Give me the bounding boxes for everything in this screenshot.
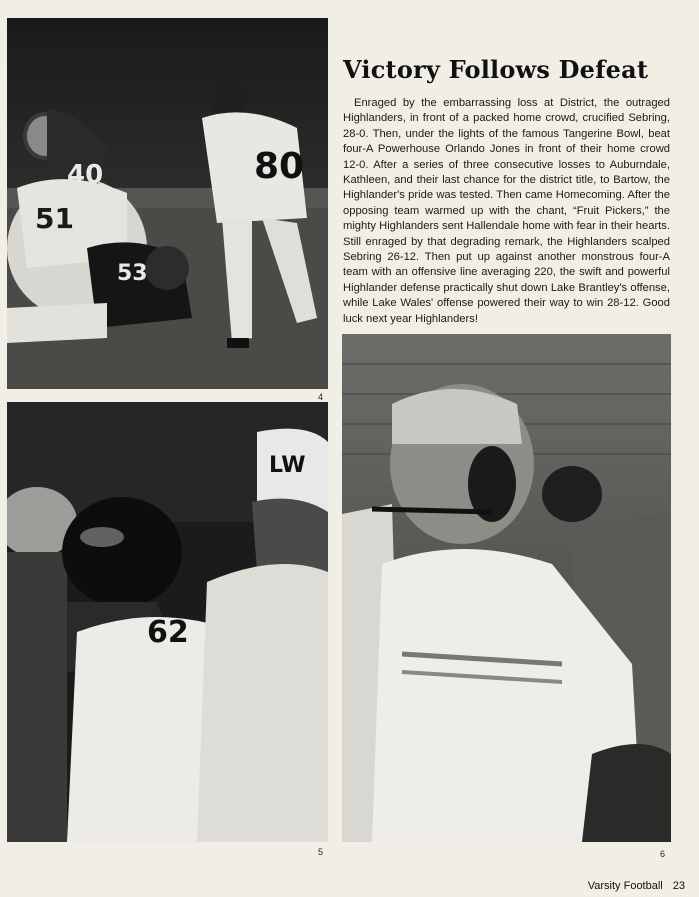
svg-text:62: 62	[147, 615, 189, 650]
footer-section-label: Varsity Football	[587, 880, 663, 892]
svg-text:80: 80	[254, 146, 305, 187]
photo-player-and-coach	[7, 402, 328, 842]
photo-caption-number: 5	[318, 847, 324, 857]
photo-football-tackle	[7, 18, 328, 389]
photo-caption-number: 6	[660, 849, 666, 859]
article-body: Enraged by the embarrassing loss at District, the outraged Highlanders, in front of a packed home crowd, crucified Sebring, 28-0. Then, under the lights of the famous Tangerine Bowl, beat four-A Powerhouse Orlando Jones in front of their home crowd 12-0. After a series of three consecutive losses to Auburndale, Kathleen, and their last chance for the district title, to Bartow, the Highlander's pride was tested. Then came Homecoming. After the opposing team warmed up with the chant, “Fruit Pickers,” the mighty Highlanders sent Hallendale home with fear in their hearts. Still enraged by that degrading remark, the Highlanders scalped Sebring 26-12. Then put up against another monstrous four-A team with an offensive line averaging 220, the swift and powerful Highlander defense practically shut down Lake Brantley's offense, while Lake Wales' offense powered their way to win 28-12. Good luck next year Highlanders!	[343, 97, 670, 325]
page-footer	[588, 880, 685, 892]
svg-text:51: 51	[35, 202, 74, 235]
article-title: Victory Follows Defeat	[343, 55, 649, 84]
svg-text:LW: LW	[269, 453, 306, 478]
photo-caption-number: 4	[318, 392, 324, 402]
photo-coach-headset	[342, 334, 671, 842]
svg-text:53: 53	[117, 261, 148, 286]
page-number: 23	[672, 880, 685, 892]
svg-text:40: 40	[67, 160, 104, 190]
